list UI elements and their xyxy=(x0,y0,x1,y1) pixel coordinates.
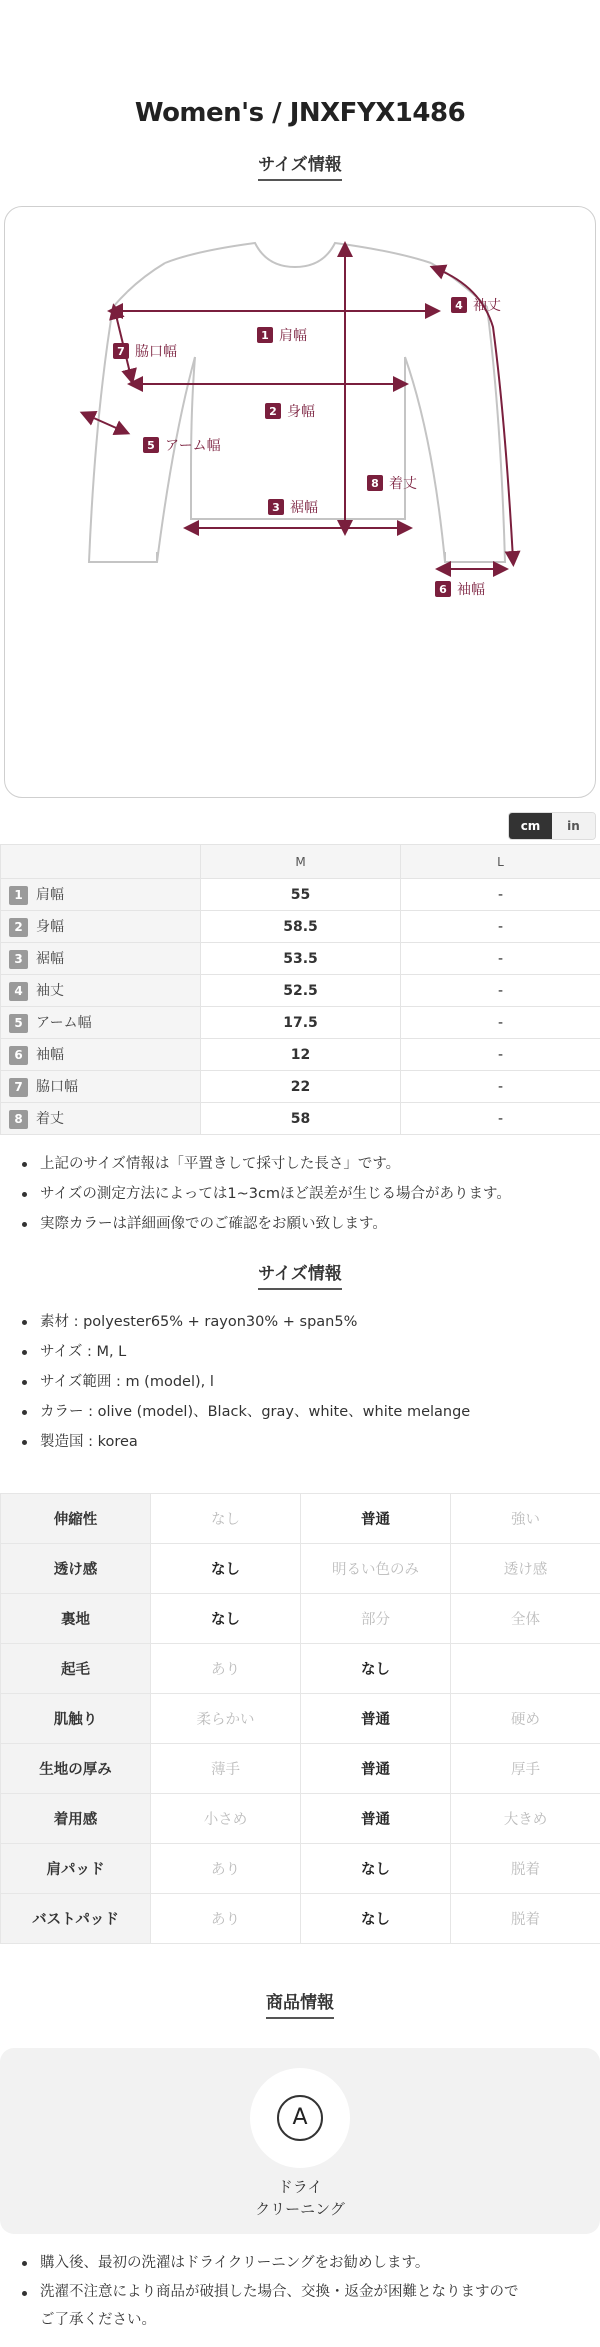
diagram-label-4 xyxy=(451,297,501,314)
svg-text:1: 1 xyxy=(261,329,269,342)
attr-option-selected: なし xyxy=(301,1844,451,1894)
attr-option xyxy=(451,1644,600,1694)
care-label-line2: クリーニング xyxy=(255,2200,345,2218)
svg-text:5: 5 xyxy=(147,439,155,452)
attr-option: 大きめ xyxy=(451,1794,600,1844)
row-label: アーム幅 xyxy=(36,1015,92,1032)
svg-text:袖幅: 袖幅 xyxy=(457,582,485,598)
attr-name: 起毛 xyxy=(1,1644,151,1694)
cell-l: - xyxy=(401,1103,600,1135)
row-number-badge: 7 xyxy=(9,1078,28,1097)
cell-m: 58 xyxy=(201,1103,401,1135)
table-row xyxy=(1,1644,600,1694)
attr-option: 脱着 xyxy=(451,1894,600,1944)
attr-name: 生地の厚み xyxy=(1,1744,151,1794)
table-row xyxy=(1,1894,600,1944)
table-row xyxy=(1,1794,600,1844)
attr-option: あり xyxy=(151,1644,301,1694)
list-item: 製造国 : korea xyxy=(18,1427,582,1457)
attr-option: 厚手 xyxy=(451,1744,600,1794)
table-row xyxy=(1,1694,600,1744)
attr-option-selected: なし xyxy=(151,1544,301,1594)
attr-name: 透け感 xyxy=(1,1544,151,1594)
info-section-title: サイズ情報 xyxy=(258,1259,342,1290)
list-item: 購入後、最初の洗濯はドライクリーニングをお勧めします。 xyxy=(18,2248,582,2278)
list-item: サイズ : M, L xyxy=(18,1337,582,1367)
row-label-cell xyxy=(1,1039,201,1071)
table-row xyxy=(1,1744,600,1794)
attr-name: 着用感 xyxy=(1,1794,151,1844)
attribute-table xyxy=(0,1493,600,1944)
table-row xyxy=(1,1071,600,1103)
attr-option: 明るい色のみ xyxy=(301,1544,451,1594)
unit-in-button[interactable]: in xyxy=(552,813,595,839)
cell-l: - xyxy=(401,975,600,1007)
cell-m: 53.5 xyxy=(201,943,401,975)
cell-m: 52.5 xyxy=(201,975,401,1007)
list-item: 上記のサイズ情報は「平置きして採寸した長さ」です。 xyxy=(18,1149,582,1179)
attr-option-selected: 普通 xyxy=(301,1494,451,1544)
table-row xyxy=(1,1844,600,1894)
cell-m: 58.5 xyxy=(201,911,401,943)
svg-text:3: 3 xyxy=(272,501,280,514)
table-row xyxy=(1,1594,600,1644)
attr-option: 脱着 xyxy=(451,1844,600,1894)
row-label-cell xyxy=(1,879,201,911)
svg-text:脇口幅: 脇口幅 xyxy=(135,344,177,360)
care-box xyxy=(0,2048,600,2234)
size-section-header xyxy=(0,150,600,206)
table-row xyxy=(1,1544,600,1594)
list-item: 実際カラーは詳細画像でのご確認をお願い致します。 xyxy=(18,1209,582,1239)
table-row xyxy=(1,1494,600,1544)
row-label-cell xyxy=(1,975,201,1007)
svg-text:着丈: 着丈 xyxy=(389,476,417,492)
care-notes xyxy=(0,2234,600,2334)
table-row xyxy=(1,911,600,943)
list-item: 素材 : polyester65% + rayon30% + span5% xyxy=(18,1307,582,1337)
row-label: 裾幅 xyxy=(36,951,64,968)
svg-text:アーム幅: アーム幅 xyxy=(165,438,221,454)
row-label-cell xyxy=(1,1007,201,1039)
attr-name: 肩パッド xyxy=(1,1844,151,1894)
attr-option: 柔らかい xyxy=(151,1694,301,1744)
attr-option: 薄手 xyxy=(151,1744,301,1794)
list-item: カラー : olive (model)、Black、gray、white、white melange xyxy=(18,1397,582,1427)
diagram-label-7 xyxy=(113,343,177,360)
row-number-badge: 2 xyxy=(9,918,28,937)
unit-toggle xyxy=(508,812,596,840)
attr-option-selected: なし xyxy=(301,1894,451,1944)
page-title: Women's / JNXFYX1486 xyxy=(134,98,466,128)
care-label xyxy=(0,2176,600,2220)
svg-text:7: 7 xyxy=(117,345,125,358)
list-item: サイズ範囲 : m (model), l xyxy=(18,1367,582,1397)
diagram-label-group xyxy=(113,297,501,598)
attr-option: 硬め xyxy=(451,1694,600,1744)
attr-option-selected: なし xyxy=(151,1594,301,1644)
care-note-line-cont: ご了承ください。 xyxy=(40,2312,156,2328)
attr-option-selected: 普通 xyxy=(301,1744,451,1794)
row-number-badge: 3 xyxy=(9,950,28,969)
row-label: 着丈 xyxy=(36,1111,64,1128)
table-row xyxy=(1,975,600,1007)
attr-option: 強い xyxy=(451,1494,600,1544)
info-section-header xyxy=(0,1247,600,1307)
row-number-badge: 1 xyxy=(9,886,28,905)
cell-l: - xyxy=(401,943,600,975)
size-header-m: M xyxy=(201,845,401,879)
cell-l: - xyxy=(401,1007,600,1039)
cell-l: - xyxy=(401,1071,600,1103)
row-number-badge: 8 xyxy=(9,1110,28,1129)
attr-name: バストパッド xyxy=(1,1894,151,1944)
size-table xyxy=(0,844,600,1135)
row-label-cell xyxy=(1,943,201,975)
attr-name: 肌触り xyxy=(1,1694,151,1744)
cell-m: 12 xyxy=(201,1039,401,1071)
size-header-blank xyxy=(1,845,201,879)
diagram-label-6 xyxy=(435,581,485,598)
size-header-l: L xyxy=(401,845,600,879)
cell-l: - xyxy=(401,1039,600,1071)
cell-m: 22 xyxy=(201,1071,401,1103)
product-section-header xyxy=(0,1944,600,2048)
svg-text:2: 2 xyxy=(269,405,277,418)
row-label: 袖丈 xyxy=(36,983,64,1000)
table-row xyxy=(1,879,600,911)
attr-option-selected: なし xyxy=(301,1644,451,1694)
attr-name: 裏地 xyxy=(1,1594,151,1644)
attr-option-selected: 普通 xyxy=(301,1694,451,1744)
cell-l: - xyxy=(401,911,600,943)
diagram-label-1 xyxy=(257,327,307,344)
svg-text:肩幅: 肩幅 xyxy=(279,328,307,344)
row-number-badge: 6 xyxy=(9,1046,28,1065)
care-symbol-circle xyxy=(250,2068,350,2168)
table-row xyxy=(1,1039,600,1071)
attr-option: あり xyxy=(151,1894,301,1944)
cell-l: - xyxy=(401,879,600,911)
info-list xyxy=(0,1307,600,1493)
svg-text:6: 6 xyxy=(439,583,447,596)
list-item xyxy=(18,2278,582,2334)
svg-text:身幅: 身幅 xyxy=(287,404,315,420)
row-label: 袖幅 xyxy=(36,1047,64,1064)
size-section-title: サイズ情報 xyxy=(258,150,342,181)
diagram-label-5 xyxy=(143,437,221,454)
row-label: 脇口幅 xyxy=(36,1079,78,1096)
diagram-label-8 xyxy=(367,475,417,492)
unit-row xyxy=(0,798,600,844)
row-label: 身幅 xyxy=(36,919,64,936)
attr-option-selected: 普通 xyxy=(301,1794,451,1844)
attr-option: 小さめ xyxy=(151,1794,301,1844)
attr-option: 透け感 xyxy=(451,1544,600,1594)
attr-name: 伸縮性 xyxy=(1,1494,151,1544)
attr-option: 部分 xyxy=(301,1594,451,1644)
unit-cm-button[interactable]: cm xyxy=(509,813,552,839)
size-notes xyxy=(0,1135,600,1247)
row-number-badge: 4 xyxy=(9,982,28,1001)
size-table-header xyxy=(1,845,600,879)
table-row xyxy=(1,1007,600,1039)
care-label-line1: ドライ xyxy=(277,2178,323,2196)
attr-option: なし xyxy=(151,1494,301,1544)
garment-diagram-svg xyxy=(5,207,597,799)
product-section-title: 商品情報 xyxy=(266,1988,334,2019)
list-item: サイズの測定方法によっては1~3cmほど誤差が生じる場合があります。 xyxy=(18,1179,582,1209)
attr-option: 全体 xyxy=(451,1594,600,1644)
care-note-line: 洗濯不注意により商品が破損した場合、交換・返金が困難となりますので xyxy=(40,2284,519,2300)
row-number-badge: 5 xyxy=(9,1014,28,1033)
cell-m: 17.5 xyxy=(201,1007,401,1039)
row-label-cell xyxy=(1,1071,201,1103)
svg-text:4: 4 xyxy=(455,299,463,312)
svg-text:8: 8 xyxy=(371,477,379,490)
dry-clean-icon: A xyxy=(277,2095,323,2141)
row-label-cell xyxy=(1,911,201,943)
diagram-label-3 xyxy=(268,499,318,516)
svg-text:袖丈: 袖丈 xyxy=(473,298,501,314)
cell-m: 55 xyxy=(201,879,401,911)
svg-text:裾幅: 裾幅 xyxy=(290,500,318,516)
attr-option: あり xyxy=(151,1844,301,1894)
table-row xyxy=(1,1103,600,1135)
size-diagram xyxy=(4,206,596,798)
row-label: 肩幅 xyxy=(36,887,64,904)
diagram-label-2 xyxy=(265,403,315,420)
row-label-cell xyxy=(1,1103,201,1135)
table-row xyxy=(1,943,600,975)
